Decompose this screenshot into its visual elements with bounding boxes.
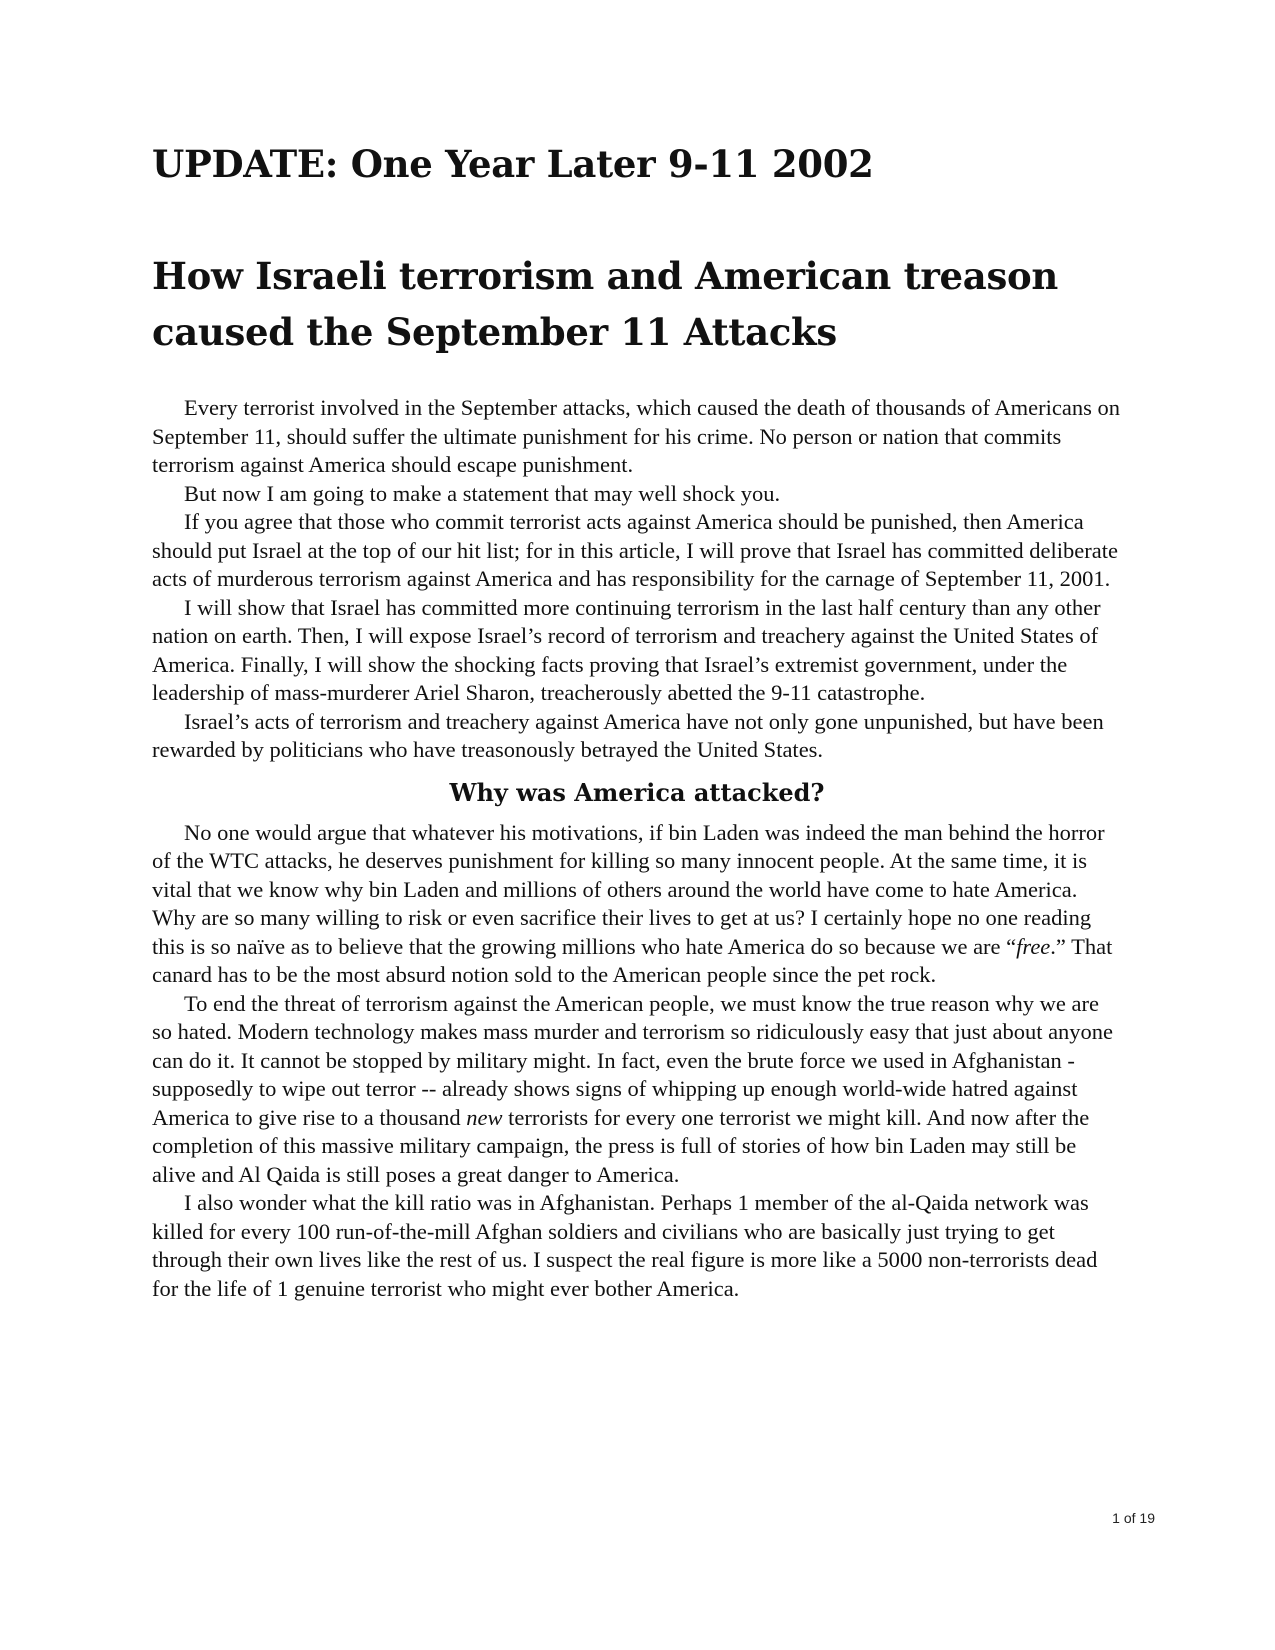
italic-text: free — [1016, 933, 1051, 959]
intro-paragraph: If you agree that those who commit terrorist acts against America should be punished, then America should put Israel at the top of our hit list; for in this article, I will prove that Israel has committed deliberate acts of murderous terrorism against America and has responsibility for the carnage of September 11, 2001. — [152, 509, 1118, 591]
section-paragraph: I also wonder what the kill ratio was in Afghanistan. Perhaps 1 member of the al-Qaida network was killed for every 100 run-of-the-mill Afghan soldiers and civilians who are basically just trying to get through their own lives like the rest of us. I suspect the real figure is more like a 5000 non-terrorists dead for the life of 1 genuine terrorist who might ever bother America. — [152, 1190, 1098, 1301]
text-segment: .” That canard has to be the most absurd notion sold to the American people since the pet rock. — [152, 933, 1113, 987]
section-paragraph — [152, 819, 1122, 990]
text-segment: terrorists for every one terrorist we might kill. And now after the completion of this massive military campaign, the press is full of stories of how bin Laden may still be alive and Al Qaida is still poses a great danger to America. — [152, 1104, 1090, 1187]
page-content — [152, 130, 1122, 1303]
text-segment: No one would argue that whatever his motivations, if bin Laden was indeed the man behind the horror of the WTC attacks, he deserves punishment for killing so many innocent people. At the same time, it is vital that we know why bin Laden and millions of others around the world have come to hate America. Why are so many willing to risk or even sacrifice their lives to get at us? I certainly hope no one reading this is so naïve as to believe that the growing millions who hate America do so because we are “ — [152, 819, 1105, 959]
section-paragraph — [152, 990, 1122, 1190]
text-segment: To end the threat of terrorism against the American people, we must know the true reason why we are so hated. Modern technology makes mass murder and terrorism so ridiculously easy that just about anyone can do it. It cannot be stopped by military might. In fact, even the brute force we used in Afghanistan - supposedly to wipe out terror -- already shows signs of whipping up enough world-wide hatred against America to give rise to a thousand — [152, 990, 1114, 1130]
intro-paragraph: But now I am going to make a statement that may well shock you. — [184, 480, 781, 506]
intro-paragraph: I will show that Israel has committed more continuing terrorism in the last half century than any other nation on earth. Then, I will expose Israel’s record of terrorism and treachery against the United States of America. Finally, I will show the shocking facts proving that Israel’s extremist government, under the leadership of mass-murderer Ariel Sharon, treacherously abetted the 9-11 catastrophe. — [152, 594, 1101, 705]
section-heading: Why was America attacked? — [449, 777, 825, 807]
page-number: 1 of 19 — [1112, 1510, 1155, 1526]
update-heading: UPDATE: One Year Later 9-11 2002 — [152, 142, 874, 186]
article-body — [152, 394, 1122, 1303]
intro-paragraph: Israel’s acts of terrorism and treachery against America have not only gone unpunished, but have been rewarded by politicians who have treasonously betrayed the United States. — [152, 708, 1104, 762]
intro-paragraph: Every terrorist involved in the September attacks, which caused the death of thousands of Americans on September 11, should suffer the ultimate punishment for his crime. No person or nation that commits terrorism against America should escape punishment. — [152, 395, 1120, 477]
italic-text: new — [466, 1104, 503, 1130]
article-title: How Israeli terrorism and American treason caused the September 11 Attacks — [152, 254, 1058, 354]
